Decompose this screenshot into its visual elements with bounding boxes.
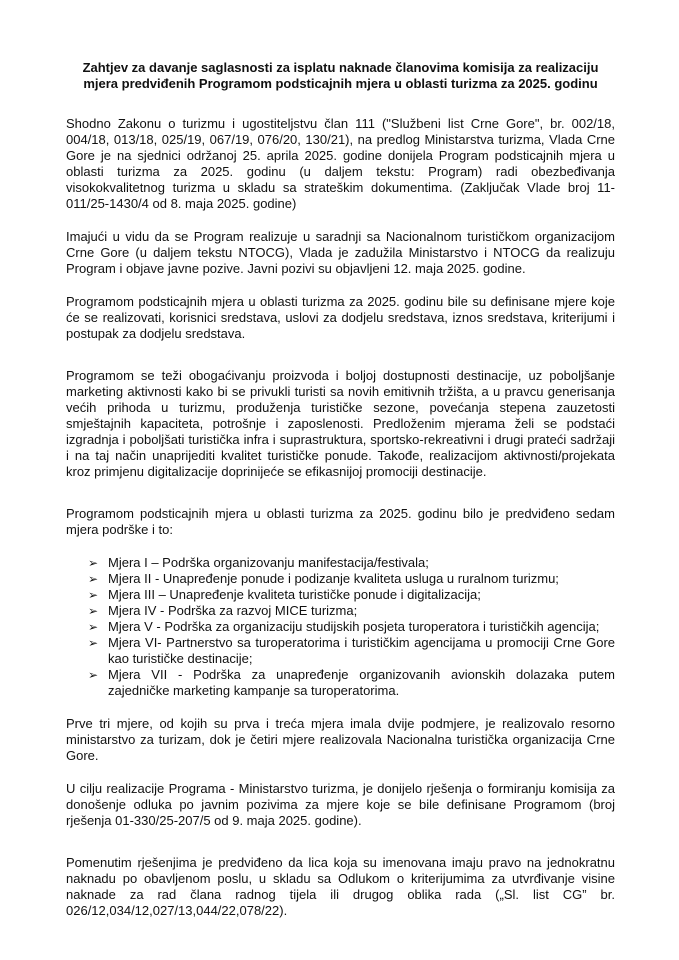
paragraph-goals: Programom se teži obogaćivanju proizvoda i boljoj dostupnosti destinacije, uz poboljšanje marketing aktivnosti kako bi se privukli turisti sa novih emitivnih tržišta, a u pravcu generisanja većih prihoda u turizmu, produženja turističke sezone, povećanja stepena zauzetosti smještajnih kapaciteta, potrošnje i zaposlenosti. Predloženim mjerama želi se podstaći izgradnja i poboljšati turistička infra i suprastruktura, sportsko-rekreativni i drugi prateći sadržaji i na taj način unaprijediti kvalitet turističke ponude. Takođe, realizacijom aktivnosti/projekata kroz primjenu digitalizacije doprinijeće se efikasnijoj promociji destinacije. — [66, 368, 615, 479]
list-item-text: Mjera VII - Podrška za unapređenje organizovanih avionskih dolazaka putem zajedničke marketing kampanje sa turoperatorima. — [108, 667, 615, 698]
bullet-arrow-icon: ➢ — [88, 668, 99, 682]
paragraph-commissions: U cilju realizacije Programa - Ministarstvo turizma, je donijelo rješenja o formiranju komisija za donošenje odluka po javnim pozivima za mjere koje se bile definisane Programom (broj rješenja 01-330/25-207/5 od 9. maja 2025. godine). — [66, 781, 615, 828]
list-item-text: Mjera IV - Podrška za razvoj MICE turizma; — [108, 603, 358, 618]
list-item-measure-5 — [88, 619, 615, 635]
bullet-arrow-icon: ➢ — [88, 556, 99, 570]
bullet-arrow-icon: ➢ — [88, 620, 99, 634]
paragraph-definitions: Programom podsticajnih mjera u oblasti turizma za 2025. godinu bile su definisane mjere koje će se realizovati, korisnici sredstava, uslovi za dodjelu sredstava, iznos sredstava, kriterijumi i postupak za dodjelu sredstava. — [66, 294, 615, 341]
measures-list — [66, 555, 615, 699]
paragraph-ntocg: Imajući u vidu da se Program realizuje u saradnji sa Nacionalnom turističkom organizacijom Crne Gore (u daljem tekstu NTOCG), Vlada je zadužila Ministarstvo i NTOCG da realizuju Program i objave javne pozive. Javni pozivi su objavljeni 12. maja 2025. godine. — [66, 229, 615, 276]
list-item-measure-4 — [88, 603, 615, 619]
paragraph-realization: Prve tri mjere, od kojih su prva i treća mjera imala dvije podmjere, je realizovalo resorno ministarstvo za turizam, dok je četiri mjere realizovala Nacionalna turistička organizacija Crne Gore. — [66, 716, 615, 763]
list-item-text: Mjera V - Podrška za organizaciju studijskih posjeta turoperatora i turističkih agencija; — [108, 619, 600, 634]
bullet-arrow-icon: ➢ — [88, 588, 99, 602]
list-item-measure-2 — [88, 571, 615, 587]
list-item-text: Mjera VI- Partnerstvo sa turoperatorima i turističkim agencijama u promociji Crne Gore kao turističke destinacije; — [108, 635, 615, 666]
list-item-text: Mjera III – Unapređenje kvaliteta turističke ponude i digitalizacija; — [108, 587, 481, 602]
list-item-text: Mjera I – Podrška organizovanju manifestacija/festivala; — [108, 555, 429, 570]
paragraph-legal-basis: Shodno Zakonu o turizmu i ugostiteljstvu član 111 ("Službeni list Crne Gore", br. 002/18, 004/18, 013/18, 025/19, 067/19, 076/20, 130/21), na predlog Ministarstva turizma, Vlada Crne Gore je na sjednici održanoj 25. aprila 2025. godine donijela Program podsticajnih mjera u oblasti turizma za 2025. godinu (u daljem tekstu: Program) radi obezbeđivanja visokokvalitetnog turizma u skladu sa strateškim dokumentima. (Zaključak Vlade broj 11-011/25-1430/4 od 8. maja 2025. godine) — [66, 116, 615, 211]
document-title: Zahtjev za davanje saglasnosti za isplatu naknade članovima komisija za realizaciju mjera predviđenih Programom podsticajnih mjera u oblasti turizma za 2025. godinu — [82, 60, 599, 91]
paragraph-compensation: Pomenutim rješenjima je predviđeno da lica koja su imenovana imaju pravo na jednokratnu naknadu po obavljenom poslu, u skladu sa Odlukom o kriterijumima za utvrđivanje visine naknade za rad člana radnog tijela ili drugog oblika rada („Sl. list CG” br. 026/12,034/12,027/13,044/22,078/22). — [66, 855, 615, 918]
bullet-arrow-icon: ➢ — [88, 572, 99, 586]
list-item-measure-7 — [88, 667, 615, 699]
paragraph-measures-intro: Programom podsticajnih mjera u oblasti turizma za 2025. godinu bilo je predviđeno sedam mjera podrške i to: — [66, 506, 615, 537]
list-item-measure-6 — [88, 635, 615, 667]
bullet-arrow-icon: ➢ — [88, 604, 99, 618]
list-item-text: Mjera II - Unapređenje ponude i podizanje kvaliteta usluga u ruralnom turizmu; — [108, 571, 559, 586]
list-item-measure-1 — [88, 555, 615, 571]
list-item-measure-3 — [88, 587, 615, 603]
bullet-arrow-icon: ➢ — [88, 636, 99, 650]
